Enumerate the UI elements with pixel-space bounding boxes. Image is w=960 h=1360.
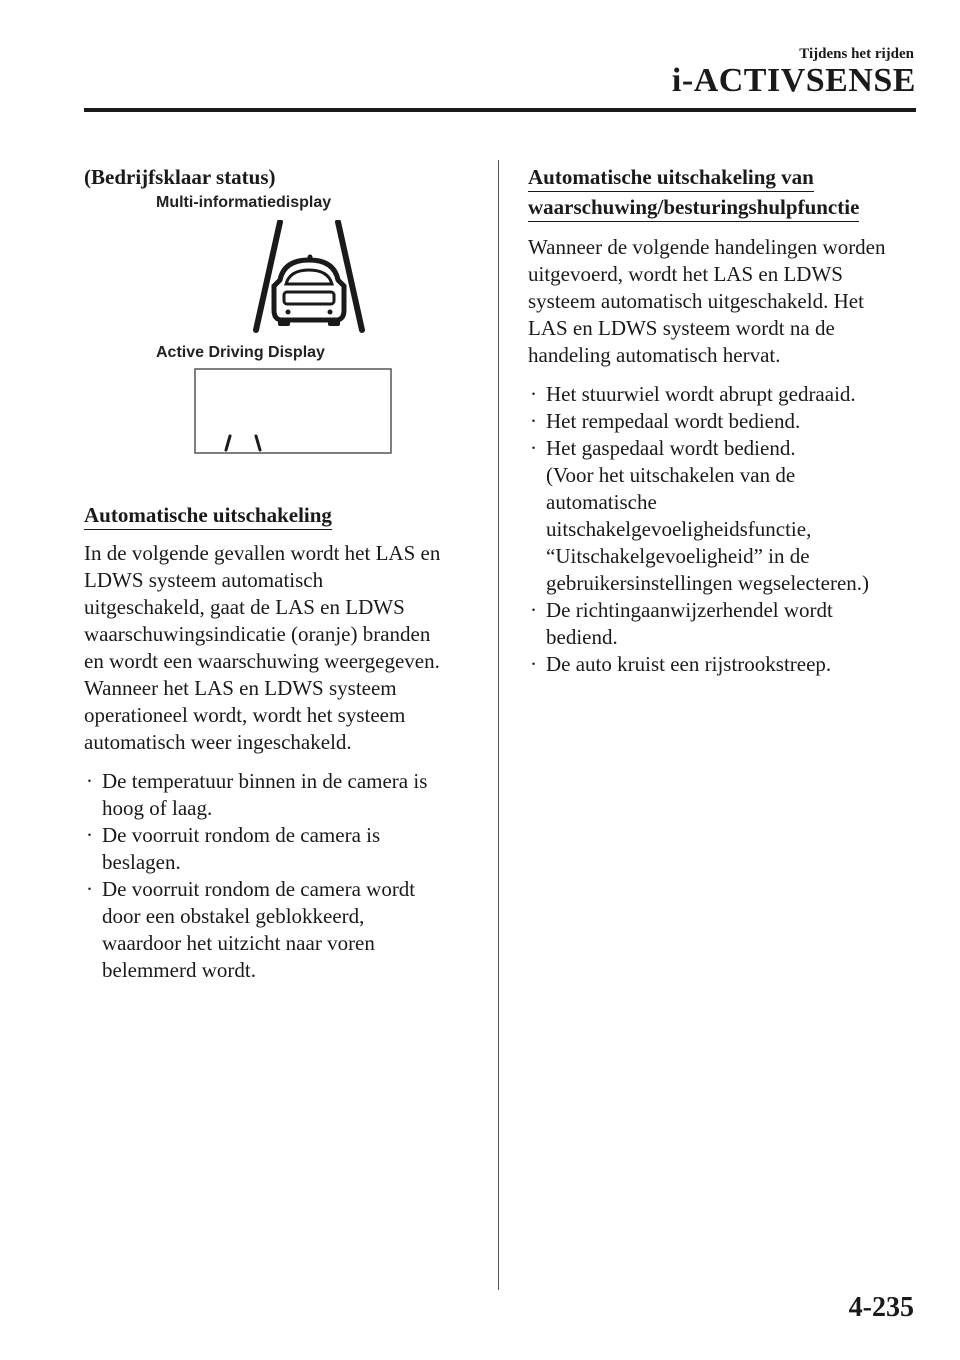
figure-label-multi-info: Multi-informatiedisplay — [156, 194, 332, 211]
section-heading-warning-off-line-2: waarschuwing/besturingshulpfunctie — [528, 194, 859, 222]
paragraph-line: operationeel wordt, wordt het systeem — [84, 703, 406, 727]
list-item-line: De richtingaanwijzerhendel wordt — [546, 598, 833, 622]
bullet-icon: · — [530, 382, 537, 406]
paragraph-line: uitgevoerd, wordt het LAS en LDWS — [528, 262, 843, 286]
list-item — [528, 381, 918, 408]
list-item-line: beslagen. — [102, 850, 181, 874]
column-divider — [498, 160, 499, 1290]
bullet-icon: · — [86, 769, 93, 793]
active-driving-display-icon — [194, 368, 394, 456]
list-item-line: Het rempedaal wordt bediend. — [546, 409, 801, 433]
bullet-icon: · — [86, 823, 93, 847]
paragraph-line: uitgeschakeld, gaat de LAS en LDWS — [84, 595, 405, 619]
list-item-line: Het stuurwiel wordt abrupt gedraaid. — [546, 382, 856, 406]
list-item-line: uitschakelgevoeligheidsfunctie, — [546, 517, 812, 541]
list-item-line: hoog of laag. — [102, 796, 213, 820]
list-item — [528, 651, 918, 678]
figure-label-active-driving: Active Driving Display — [156, 344, 325, 361]
page-number: 4-235 — [848, 1292, 914, 1323]
list-item-line: automatische — [546, 490, 657, 514]
paragraph-line: automatisch weer ingeschakeld. — [84, 730, 352, 754]
paragraph-line: waarschuwingsindicatie (oranje) branden — [84, 622, 431, 646]
list-item-line: De temperatuur binnen in de camera is — [102, 769, 428, 793]
list-item-line: De voorruit rondom de camera is — [102, 823, 381, 847]
list-item-line: bediend. — [546, 625, 618, 649]
warning-off-bullet-list — [528, 381, 918, 678]
list-item-line: (Voor het uitschakelen van de — [546, 463, 796, 487]
list-item — [528, 597, 918, 651]
header-rule — [84, 108, 916, 112]
right-column — [528, 160, 918, 678]
list-item-line: belemmerd wordt. — [102, 958, 256, 982]
bullet-icon: · — [530, 598, 537, 622]
left-column — [84, 160, 474, 984]
status-heading: (Bedrijfsklaar status) — [84, 165, 276, 189]
paragraph-line: en wordt een waarschuwing weergegeven. — [84, 649, 440, 673]
list-item-line: Het gaspedaal wordt bediend. — [546, 436, 796, 460]
car-lane-icon — [244, 220, 374, 340]
warning-off-paragraph — [528, 234, 918, 369]
list-item-line: De voorruit rondom de camera wordt — [102, 877, 416, 901]
list-item-line: waardoor het uitzicht naar voren — [102, 931, 375, 955]
paragraph-line: LDWS systeem automatisch — [84, 568, 324, 592]
list-item — [528, 435, 918, 597]
bullet-icon: · — [530, 409, 537, 433]
paragraph-line: systeem automatisch uitgeschakeld. Het — [528, 289, 864, 313]
status-figure — [84, 190, 474, 458]
list-item-line: door een obstakel geblokkeerd, — [102, 904, 365, 928]
paragraph-line: Wanneer de volgende handelingen worden — [528, 235, 886, 259]
paragraph-line: In de volgende gevallen wordt het LAS en — [84, 541, 441, 565]
paragraph-line: LAS en LDWS systeem wordt na de — [528, 316, 835, 340]
list-item-line: “Uitschakelgevoeligheid” in de — [546, 544, 810, 568]
page-title: i-ACTIVSENSE — [671, 62, 916, 99]
paragraph-line: Wanneer het LAS en LDWS systeem — [84, 676, 397, 700]
auto-off-bullet-list — [84, 768, 474, 984]
list-item — [84, 768, 474, 822]
auto-off-paragraph — [84, 540, 474, 756]
paragraph-line: handeling automatisch hervat. — [528, 343, 781, 367]
list-item — [528, 408, 918, 435]
list-item-line: gebruikersinstellingen wegselecteren.) — [546, 571, 870, 595]
list-item — [84, 876, 474, 984]
chapter-label: Tijdens het rijden — [799, 46, 914, 62]
list-item — [84, 822, 474, 876]
bullet-icon: · — [86, 877, 93, 901]
section-heading-warning-off-line-1: Automatische uitschakeling van — [528, 164, 814, 192]
section-heading-auto-off: Automatische uitschakeling — [84, 502, 332, 530]
list-item-line: De auto kruist een rijstrookstreep. — [546, 652, 832, 676]
bullet-icon: · — [530, 436, 537, 460]
bullet-icon: · — [530, 652, 537, 676]
